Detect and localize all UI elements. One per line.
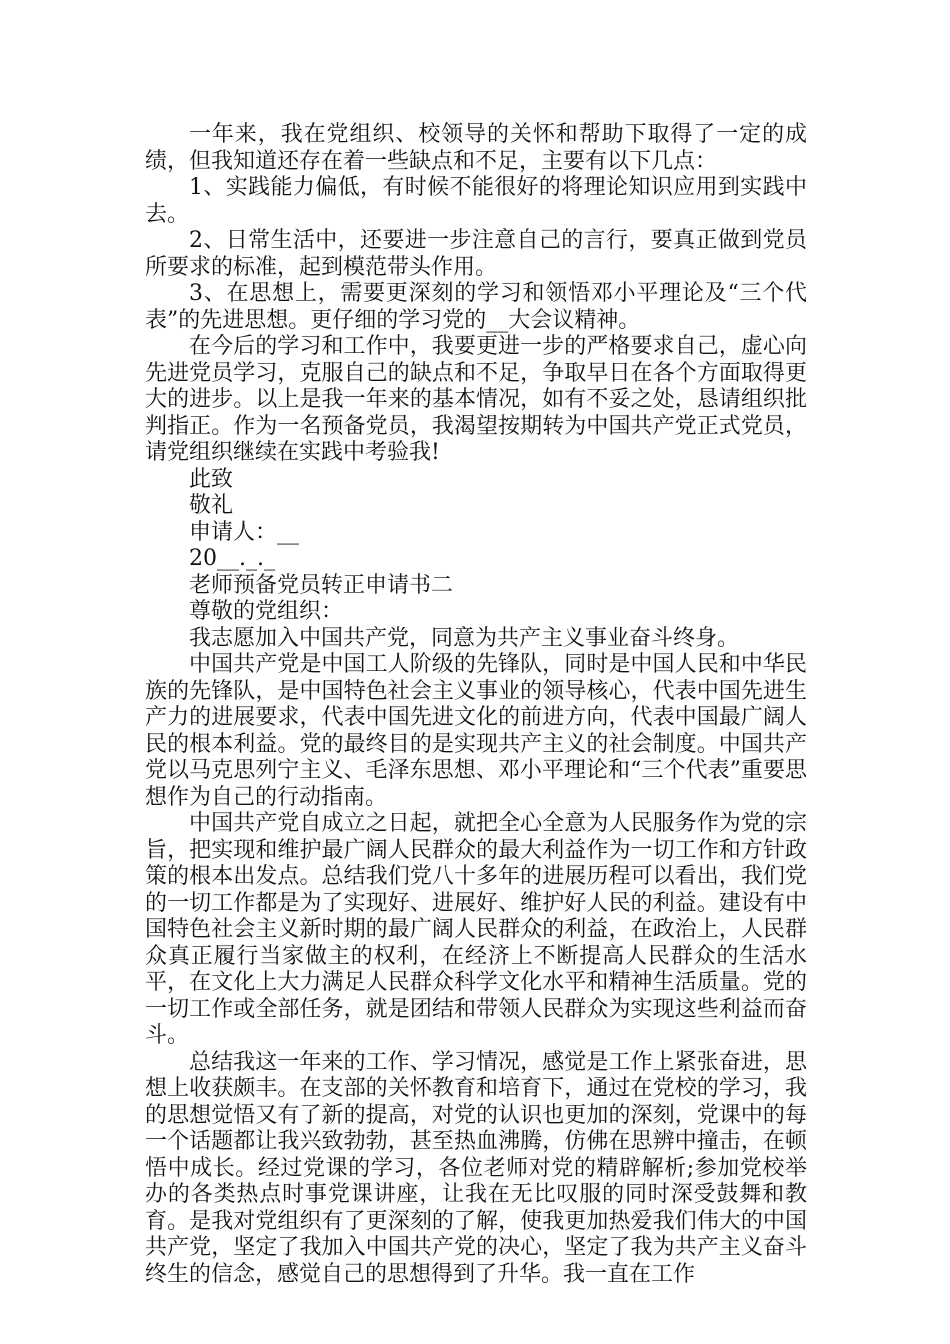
salutation: 尊敬的党组织： [189, 599, 344, 624]
closing-line: 此致 [189, 466, 234, 492]
closing-line: 敬礼 [189, 493, 234, 518]
paragraph: 我志愿加入中国共产党，同意为共产主义事业奋斗终身。 [189, 625, 740, 651]
section-title: 老师预备党员转正申请书二 [189, 572, 454, 598]
applicant-line: 申请人：__ [189, 519, 300, 545]
paragraph: 中国共产党自成立之日起，就把全心全意为人民服务作为党的宗旨，把实现和维护最广阔人民群众的最大利益作为一切工作和方针政策的根本出发点。总结我们党八十多年的进展历程可以看出，我们党的一切工作都是为了实现好、进展好、维护好人民的利益。建设有中国特色社会主义新时期的最广阔人民群众的利益，在政治上，人民群众真正履行当家做主的权利，在经济上不断提高人民群众的生活水平，在文化上大力满足人民群众科学文化水平和精神生活质量。党的一切工作或全部任务，就是团结和带领人民群众为实现这些利益而奋斗。 [145, 811, 807, 1048]
paragraph: 在今后的学习和工作中，我要更进一步的严格要求自己，虚心向先进党员学习，克服自己的缺点和不足，争取早日在各个方面取得更大的进步。以上是我一年来的基本情况，如有不妥之处，恳请组织批判指正。作为一名预备党员，我渴望按期转为中国共产党正式党员，请党组织继续在实践中考验我! [145, 334, 807, 465]
paragraph: 中国共产党是中国工人阶级的先锋队，同时是中国人民和中华民族的先锋队，是中国特色社会主义事业的领导核心，代表中国先进生产力的进展要求，代表中国先进文化的前进方向，代表中国最广阔人民的根本利益。党的最终目的是实现共产主义的社会制度。中国共产党以马克思列宁主义、毛泽东思想、邓小平理论和“三个代表”重要思想作为自己的行动指南。 [145, 652, 807, 810]
paragraph: 一年来，我在党组织、校领导的关怀和帮助下取得了一定的成绩，但我知道还存在着一些缺点和不足，主要有以下几点： [145, 122, 807, 174]
paragraph: 3、在思想上，需要更深刻的学习和领悟邓小平理论及“三个代表”的先进思想。更仔细的学习党的__大会议精神。 [145, 281, 807, 333]
paragraph: 1、实践能力偏低，有时候不能很好的将理论知识应用到实践中去。 [145, 175, 807, 227]
paragraph: 总结我这一年来的工作、学习情况，感觉是工作上紧张奋进，思想上收获颇丰。在支部的关怀教育和培育下，通过在党校的学习，我的思想觉悟又有了新的提高，对党的认识也更加的深刻，党课中的每一个话题都让我兴致勃勃，甚至热血沸腾，仿佛在思辨中撞击，在顿悟中成长。经过党课的学习，各位老师对党的精辟解析;参加党校举办的各类热点时事党课讲座，让我在无比叹服的同时深受鼓舞和教育。是我对党组织有了更深刻的了解，使我更加热爱我们伟大的中国共产党，坚定了我加入中国共产党的决心，坚定了我为共产主义奋斗终生的信念，感觉自己的思想得到了升华。我一直在工作 [145, 1049, 807, 1287]
date-line: 20__._._ [189, 546, 275, 571]
paragraph: 2、日常生活中，还要进一步注意自己的言行，要真正做到党员所要求的标准，起到模范带头作用。 [145, 228, 807, 280]
document-body [145, 122, 807, 1288]
